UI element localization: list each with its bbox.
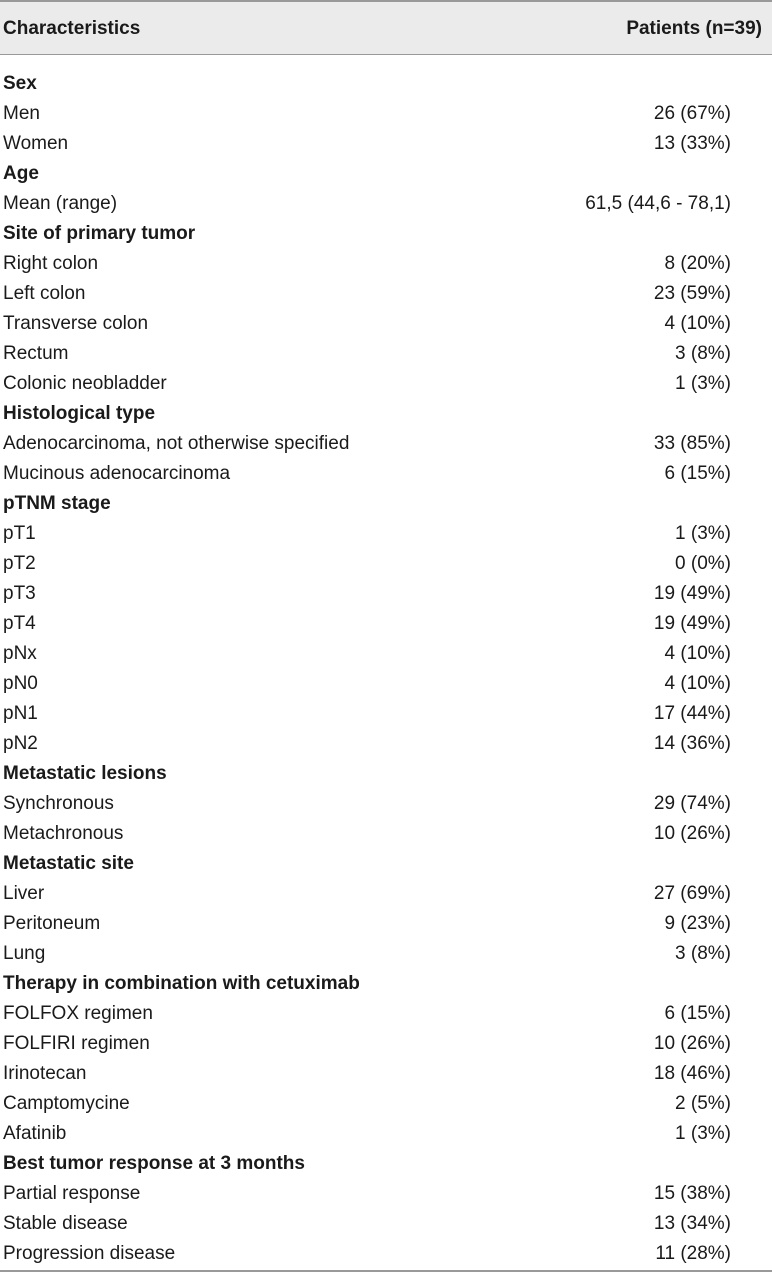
section-heading: Site of primary tumor xyxy=(3,223,196,244)
table-section-row xyxy=(0,849,772,879)
table-row xyxy=(0,1059,772,1089)
row-label: pT3 xyxy=(3,583,36,604)
row-label: Adenocarcinoma, not otherwise specified xyxy=(3,433,350,454)
row-value: 4 (10%) xyxy=(664,313,731,334)
section-heading: Metastatic site xyxy=(3,853,134,874)
row-label: Rectum xyxy=(3,343,69,364)
row-value: 2 (5%) xyxy=(675,1093,731,1114)
row-label: Irinotecan xyxy=(3,1063,87,1084)
row-label: pT1 xyxy=(3,523,36,544)
row-label: Peritoneum xyxy=(3,913,101,934)
row-label: Afatinib xyxy=(3,1123,67,1144)
section-heading: pTNM stage xyxy=(3,493,111,514)
row-value: 14 (36%) xyxy=(653,733,731,754)
table-row xyxy=(0,339,772,369)
row-label: Right colon xyxy=(3,253,99,274)
table-row xyxy=(0,309,772,339)
row-label: pT2 xyxy=(3,553,36,574)
table-row xyxy=(0,549,772,579)
row-label: Transverse colon xyxy=(3,313,149,334)
row-value: 19 (49%) xyxy=(653,613,731,634)
row-value: 19 (49%) xyxy=(653,583,731,604)
row-label: Mucinous adenocarcinoma xyxy=(3,463,231,484)
table-section-row xyxy=(0,489,772,519)
row-label: FOLFIRI regimen xyxy=(3,1033,150,1054)
table-row xyxy=(0,699,772,729)
table-row xyxy=(0,819,772,849)
row-value: 15 (38%) xyxy=(653,1183,731,1204)
row-value: 13 (34%) xyxy=(653,1213,731,1234)
table-section-row xyxy=(0,399,772,429)
row-label: Camptomycine xyxy=(3,1093,130,1114)
row-label: Stable disease xyxy=(3,1213,128,1234)
row-value: 26 (67%) xyxy=(653,103,731,124)
table-row xyxy=(0,369,772,399)
row-label: pT4 xyxy=(3,613,36,634)
section-heading: Metastatic lesions xyxy=(3,763,167,784)
row-value: 18 (46%) xyxy=(653,1063,731,1084)
table-row xyxy=(0,459,772,489)
table-body xyxy=(0,69,772,1269)
row-value: 10 (26%) xyxy=(653,823,731,844)
row-label: pN2 xyxy=(3,733,38,754)
row-value: 1 (3%) xyxy=(675,1123,731,1144)
table-row xyxy=(0,1179,772,1209)
section-heading: Best tumor response at 3 months xyxy=(3,1153,305,1174)
row-label: Synchronous xyxy=(3,793,114,814)
header-characteristics: Characteristics xyxy=(3,18,141,39)
row-label: Progression disease xyxy=(3,1243,176,1264)
row-value: 8 (20%) xyxy=(664,253,731,274)
table-section-row xyxy=(0,219,772,249)
table-row xyxy=(0,639,772,669)
row-value: 1 (3%) xyxy=(675,523,731,544)
table-row xyxy=(0,939,772,969)
row-value: 3 (8%) xyxy=(675,343,731,364)
table-row xyxy=(0,1239,772,1269)
row-label: Liver xyxy=(3,883,45,904)
table-row xyxy=(0,189,772,219)
table-bottom-rule xyxy=(0,1270,772,1272)
row-value: 4 (10%) xyxy=(664,673,731,694)
row-value: 61,5 (44,6 - 78,1) xyxy=(585,193,731,214)
row-value: 23 (59%) xyxy=(653,283,731,304)
row-label: FOLFOX regimen xyxy=(3,1003,153,1024)
header-patients: Patients (n=39) xyxy=(626,18,762,39)
table-row xyxy=(0,879,772,909)
table-row xyxy=(0,249,772,279)
row-label: Left colon xyxy=(3,283,86,304)
section-heading: Sex xyxy=(3,73,37,94)
section-heading: Age xyxy=(3,163,39,184)
section-heading: Histological type xyxy=(3,403,156,424)
table-row xyxy=(0,279,772,309)
row-value: 33 (85%) xyxy=(653,433,731,454)
row-label: pN0 xyxy=(3,673,38,694)
table-row xyxy=(0,669,772,699)
table-header xyxy=(0,0,772,55)
row-label: pNx xyxy=(3,643,37,664)
row-label: Mean (range) xyxy=(3,193,118,214)
table-row xyxy=(0,1089,772,1119)
table-row xyxy=(0,789,772,819)
table-row xyxy=(0,1209,772,1239)
table-row xyxy=(0,1029,772,1059)
table-section-row xyxy=(0,969,772,999)
row-label: pN1 xyxy=(3,703,38,724)
row-label: Metachronous xyxy=(3,823,124,844)
table-row xyxy=(0,99,772,129)
row-value: 4 (10%) xyxy=(664,643,731,664)
section-heading: Therapy in combination with cetuximab xyxy=(3,973,360,994)
row-label: Women xyxy=(3,133,69,154)
table-row xyxy=(0,1119,772,1149)
row-value: 17 (44%) xyxy=(653,703,731,724)
row-label: Men xyxy=(3,103,40,124)
row-value: 1 (3%) xyxy=(675,373,731,394)
row-value: 10 (26%) xyxy=(653,1033,731,1054)
row-label: Colonic neobladder xyxy=(3,373,167,394)
table-row xyxy=(0,609,772,639)
table-row xyxy=(0,999,772,1029)
row-value: 0 (0%) xyxy=(675,553,731,574)
table-section-row xyxy=(0,69,772,99)
table-row xyxy=(0,519,772,549)
row-value: 29 (74%) xyxy=(653,793,731,814)
row-value: 13 (33%) xyxy=(653,133,731,154)
row-value: 27 (69%) xyxy=(653,883,731,904)
table-row xyxy=(0,579,772,609)
row-value: 6 (15%) xyxy=(664,463,731,484)
table-section-row xyxy=(0,159,772,189)
row-value: 9 (23%) xyxy=(664,913,731,934)
table-row xyxy=(0,429,772,459)
row-value: 11 (28%) xyxy=(655,1243,731,1264)
table-row xyxy=(0,129,772,159)
row-label: Partial response xyxy=(3,1183,141,1204)
row-value: 6 (15%) xyxy=(664,1003,731,1024)
row-label: Lung xyxy=(3,943,46,964)
table-section-row xyxy=(0,759,772,789)
table-row xyxy=(0,729,772,759)
table-row xyxy=(0,909,772,939)
row-value: 3 (8%) xyxy=(675,943,731,964)
table-section-row xyxy=(0,1149,772,1179)
